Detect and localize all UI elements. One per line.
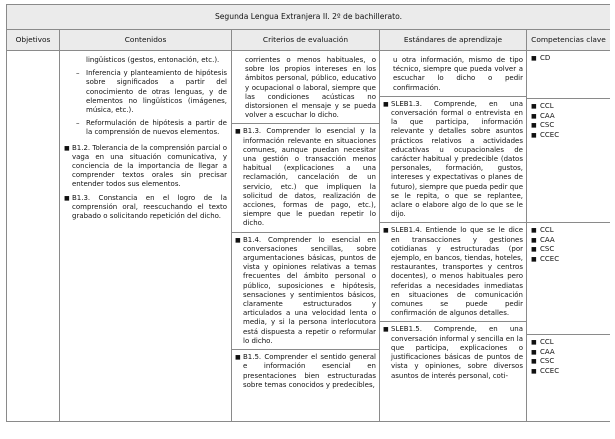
competencia-item: ■ CSC <box>531 245 555 254</box>
competencia-item: ■ CAA <box>531 347 555 356</box>
square-bullet-icon: ■ <box>531 103 537 110</box>
competencia-item: ■ CCL <box>531 226 554 234</box>
competencias-cell <box>527 51 611 422</box>
square-bullet-icon: ■ <box>383 326 389 334</box>
competencia-item: ■ CSC <box>531 357 555 366</box>
competencias-group-3 <box>527 223 610 334</box>
curriculum-table <box>6 4 610 422</box>
contenido-dash-item: – Reformulación de hipótesis a partir de la comprensión de nuevos elementos. <box>76 119 227 137</box>
estandar-continuation: u otra información, mismo de tipo técnico, siempre que pueda volver a escuchar lo dicho o pedir confirmación. <box>393 56 523 92</box>
criterio-continuation: corrientes o menos habituales, o sobre los propios intereses en los ámbitos personal, público, educativo y ocupacional o laboral, siempre que las condiciones acústicas no distorsionen el mensaje y se pueda volver a escuchar lo dicho. <box>245 56 376 120</box>
competencia-item: ■ CCEC <box>531 254 560 263</box>
competencia-item: ■ CCEC <box>531 366 560 375</box>
square-bullet-icon: ■ <box>531 255 537 263</box>
square-bullet-icon: ■ <box>531 227 537 234</box>
square-bullet-icon: ■ <box>531 236 537 244</box>
square-bullet-icon: ■ <box>64 194 70 202</box>
header-estandares: Estándares de aprendizaje <box>380 30 527 51</box>
competencia-item: ■ CCL <box>531 338 554 346</box>
competencia-item: ■ CCEC <box>531 130 560 139</box>
dash-bullet: – <box>76 119 80 128</box>
competencias-group-4 <box>527 335 610 376</box>
square-bullet-icon: ■ <box>383 227 389 235</box>
estandar-sleb13: ■ SLEB1.3. Comprende, en una conversación formal o entrevista en la que participa, información relevante y detalles sobre asuntos prácticos relativos a actividades educativas u ocupacionales de carácter habitual y predecible (datos personales, formación, gustos, intereses y expectativas o planes de futuro), siempre que pueda pedir que se le repita, o que se replantee, aclare o elabore algo de lo que se le dijo. <box>383 99 523 219</box>
square-bullet-icon: ■ <box>531 358 537 366</box>
competencia-item: ■ CAA <box>531 235 555 244</box>
competencias-group-2 <box>527 99 610 222</box>
competencia-item: ■ CAA <box>531 111 555 120</box>
competencia-item: ■ CD <box>531 54 551 62</box>
criterio-b14: ■ B1.4. Comprender lo esencial en conversaciones sencillas, sobre argumentaciones básicas, puntos de vista y opiniones relativas a temas frecuentes del ámbito personal o público, suposiciones e hipótesis, sensaciones y sentimientos básicos, claramente estructurados y articulados a una velocidad lenta o media, y si la persona interlocutora está dispuesta a repetir o reformular lo dicho. <box>235 235 376 345</box>
square-bullet-icon: ■ <box>531 339 537 346</box>
header-contenidos: Contenidos <box>60 30 232 51</box>
square-bullet-icon: ■ <box>235 354 241 362</box>
estandares-cell <box>380 51 527 422</box>
competencia-item: ■ CSC <box>531 121 555 130</box>
contenido-block-b12: ■ B1.2. Tolerancia de la comprensión parcial o vaga en una situación comunicativa, y conciencia de la importancia de llegar a comprender textos orales sin precisar entender todos sus elementos. <box>64 143 227 189</box>
square-bullet-icon: ■ <box>235 236 241 244</box>
square-bullet-icon: ■ <box>531 367 537 375</box>
dash-bullet: – <box>76 69 80 78</box>
square-bullet-icon: ■ <box>531 122 537 130</box>
square-bullet-icon: ■ <box>383 100 389 108</box>
square-bullet-icon: ■ <box>531 348 537 356</box>
contenidos-cell <box>60 51 232 422</box>
header-criterios: Criterios de evaluación <box>232 30 380 51</box>
contenido-block-b13: ■ B1.3. Constancia en el logro de la comprensión oral, reescuchando el texto grabado o solicitando repetición del dicho. <box>64 193 227 221</box>
contenido-continuation: lingüísticos (gestos, entonación, etc.). <box>86 56 220 64</box>
square-bullet-icon: ■ <box>235 128 241 136</box>
square-bullet-icon: ■ <box>531 112 537 120</box>
criterios-cell <box>232 51 380 422</box>
estandar-sleb15: ■ SLEB1.5. Comprende, en una conversación informal y sencilla en la que participa, explicaciones o justificaciones básicas de puntos de vista y opiniones, sobre diversos asuntos de interés personal, coti- <box>383 325 523 380</box>
square-bullet-icon: ■ <box>531 131 537 139</box>
competencia-item: ■ CCL <box>531 102 554 110</box>
contenido-dash-item: – Inferencia y planteamiento de hipótesis sobre significados a partir del conocimiento de otras lenguas, y de elementos no lingüísticos (imágenes, música, etc.). <box>76 69 227 115</box>
table-title: Segunda Lengua Extranjera II. 2º de bachillerato. <box>7 5 611 30</box>
square-bullet-icon: ■ <box>531 55 537 62</box>
square-bullet-icon: ■ <box>531 246 537 254</box>
header-competencias: Competencias clave <box>527 30 611 51</box>
objetivos-cell <box>7 51 60 422</box>
criterio-b13: ■ B1.3. Comprender lo esencial y la información relevante en situaciones comunes, aunque puedan necesitar una gestión o transacción menos habitual (explicaciones a una reclamación, cancelación de un servicio, etc.) que impliquen la solicitud de datos, realización de acciones, formas de pago, etc.), siempre que le puedan repetir lo dicho. <box>235 127 376 228</box>
document-page <box>6 4 610 439</box>
square-bullet-icon: ■ <box>64 144 70 152</box>
estandar-sleb14: ■ SLEB1.4. Entiende lo que se le dice en transacciones y gestiones cotidianas y estructuradas (por ejemplo, en bancos, tiendas, hoteles, restaurantes, transportes y centros docentes), o menos habituales pero referidas a necesidades inmediatas en situaciones de comunicación comunes se puede pedir confirmación de algunos detalles. <box>383 226 523 318</box>
header-objetivos: Objetivos <box>7 30 60 51</box>
competencias-group-1 <box>527 51 610 98</box>
criterio-b15: ■ B1.5. Comprender el sentido general e información esencial en presentaciones bien estructuradas sobre temas conocidos y predecibles, <box>235 353 376 389</box>
